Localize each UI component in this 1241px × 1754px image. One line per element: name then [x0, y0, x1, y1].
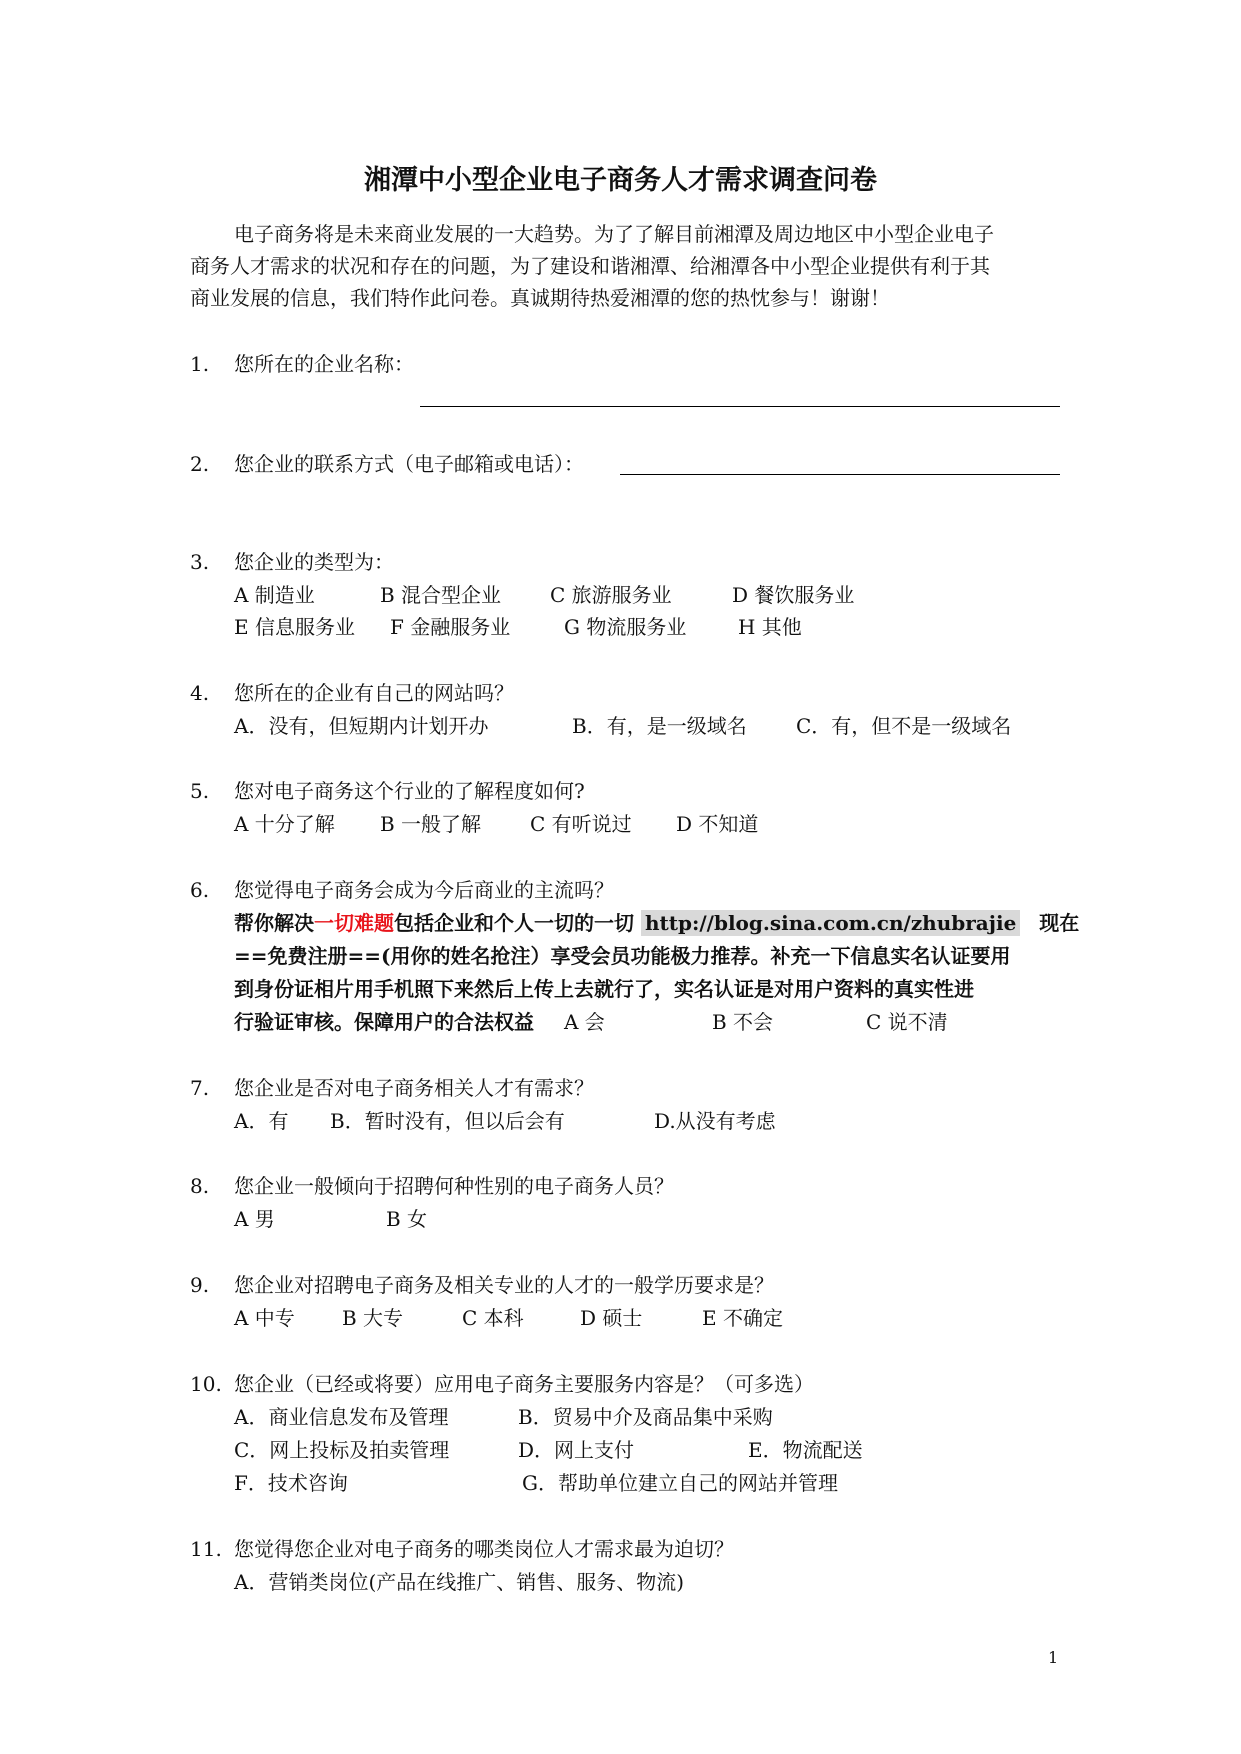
option[interactable]: E 信息服务业	[234, 615, 355, 639]
question-text: 您企业的联系方式（电子邮箱或电话）：	[234, 452, 584, 476]
option[interactable]: D 不知道	[676, 812, 759, 836]
option[interactable]: C．有，但不是一级域名	[796, 714, 1012, 738]
option[interactable]: A 十分了解	[234, 812, 335, 836]
page-number: 1	[1048, 1648, 1059, 1667]
question-text: 您觉得您企业对电子商务的哪类岗位人才需求最为迫切？	[234, 1537, 734, 1561]
ad-highlight: 一切难题	[314, 911, 394, 935]
question-text: 您企业一般倾向于招聘何种性别的电子商务人员？	[234, 1174, 674, 1198]
option[interactable]: A．商业信息发布及管理	[234, 1405, 449, 1429]
option[interactable]: C 旅游服务业	[550, 583, 672, 607]
option[interactable]: F 金融服务业	[390, 615, 511, 639]
option[interactable]: G．帮助单位建立自己的网站并管理	[522, 1471, 838, 1495]
question-number: 4.	[190, 681, 210, 705]
intro-line: 电子商务将是未来商业发展的一大趋势。为了了解目前湘潭及周边地区中小型企业电子	[234, 222, 994, 246]
ad-text: 行验证审核。保障用户的合法权益	[234, 1010, 534, 1034]
option[interactable]: A．有	[234, 1109, 289, 1133]
question-text: 您企业的类型为：	[234, 550, 394, 574]
question-text: 您对电子商务这个行业的了解程度如何?	[234, 779, 585, 803]
question-number: 10.	[190, 1372, 222, 1396]
question-number: 5.	[190, 779, 210, 803]
question-number: 11.	[190, 1537, 222, 1561]
option[interactable]: D 硕士	[580, 1306, 643, 1330]
question-number: 7.	[190, 1076, 210, 1100]
option[interactable]: A 会	[564, 1010, 605, 1034]
question-text: 您所在的企业有自己的网站吗？	[234, 681, 514, 705]
option[interactable]: C．网上投标及拍卖管理	[234, 1438, 450, 1462]
question-number: 2.	[190, 452, 210, 476]
option[interactable]: D.从没有考虑	[654, 1109, 776, 1133]
option[interactable]: A 男	[234, 1207, 275, 1231]
option[interactable]: B 大专	[342, 1306, 404, 1330]
option[interactable]: C 说不清	[866, 1010, 948, 1034]
company-name-answer-line[interactable]	[420, 406, 1060, 407]
question-number: 9.	[190, 1273, 210, 1297]
ad-text: 帮你解决	[234, 911, 314, 935]
option[interactable]: F．技术咨询	[234, 1471, 348, 1495]
option[interactable]: A 中专	[234, 1306, 295, 1330]
ad-line-1	[234, 913, 1079, 933]
contact-answer-line[interactable]	[620, 474, 1060, 475]
option[interactable]: D 餐饮服务业	[732, 583, 855, 607]
option[interactable]: A 制造业	[234, 583, 315, 607]
option[interactable]: B．有，是一级域名	[572, 714, 747, 738]
option[interactable]: B．暂时没有，但以后会有	[330, 1109, 565, 1133]
ad-text: 包括企业和个人一切的一切	[394, 911, 634, 935]
option[interactable]: B 一般了解	[380, 812, 482, 836]
question-number: 3.	[190, 550, 210, 574]
ad-text: 现在	[1039, 911, 1080, 935]
option[interactable]: C 本科	[462, 1306, 524, 1330]
option[interactable]: A．营销类岗位(产品在线推广、销售、服务、物流)	[234, 1570, 685, 1594]
option[interactable]: A．没有，但短期内计划开办	[234, 714, 489, 738]
question-text: 您企业是否对电子商务相关人才有需求？	[234, 1076, 594, 1100]
question-number: 1.	[190, 352, 210, 376]
option[interactable]: D．网上支付	[518, 1438, 635, 1462]
option[interactable]: B 不会	[712, 1010, 774, 1034]
ad-line-3: 到身份证相片用手机照下来然后上传上去就行了，实名认证是对用户资料的真实性进	[234, 977, 974, 1001]
intro-line: 商业发展的信息，我们特作此问卷。真诚期待热爱湘潭的您的热忱参与！谢谢！	[190, 286, 890, 310]
option[interactable]: B．贸易中介及商品集中采购	[518, 1405, 773, 1429]
option[interactable]: B 女	[386, 1207, 428, 1231]
ad-line-2: ==免费注册==(用你的姓名抢注）享受会员功能极力推荐。补充一下信息实名认证要用	[234, 944, 1011, 968]
question-text: 您企业（已经或将要）应用电子商务主要服务内容是？（可多选）	[234, 1372, 814, 1396]
question-text: 您所在的企业名称：	[234, 352, 414, 376]
question-text: 您觉得电子商务会成为今后商业的主流吗？	[234, 878, 614, 902]
option[interactable]: E 不确定	[702, 1306, 783, 1330]
option[interactable]: C 有听说过	[530, 812, 632, 836]
ad-line-4	[234, 1012, 534, 1032]
option[interactable]: B 混合型企业	[380, 583, 502, 607]
intro-line: 商务人才需求的状况和存在的问题，为了建设和谐湘潭、给湘潭各中小型企业提供有利于其	[190, 254, 990, 278]
option[interactable]: H 其他	[738, 615, 802, 639]
page-title: 湘潭中小型企业电子商务人才需求调查问卷	[364, 165, 877, 196]
question-text: 您企业对招聘电子商务及相关专业的人才的一般学历要求是？	[234, 1273, 774, 1297]
option[interactable]: G 物流服务业	[564, 615, 687, 639]
option[interactable]: E．物流配送	[748, 1438, 863, 1462]
question-number: 8.	[190, 1174, 210, 1198]
question-number: 6.	[190, 878, 210, 902]
blog-link[interactable]: http://blog.sina.com.cn/zhubrajie	[641, 910, 1020, 936]
